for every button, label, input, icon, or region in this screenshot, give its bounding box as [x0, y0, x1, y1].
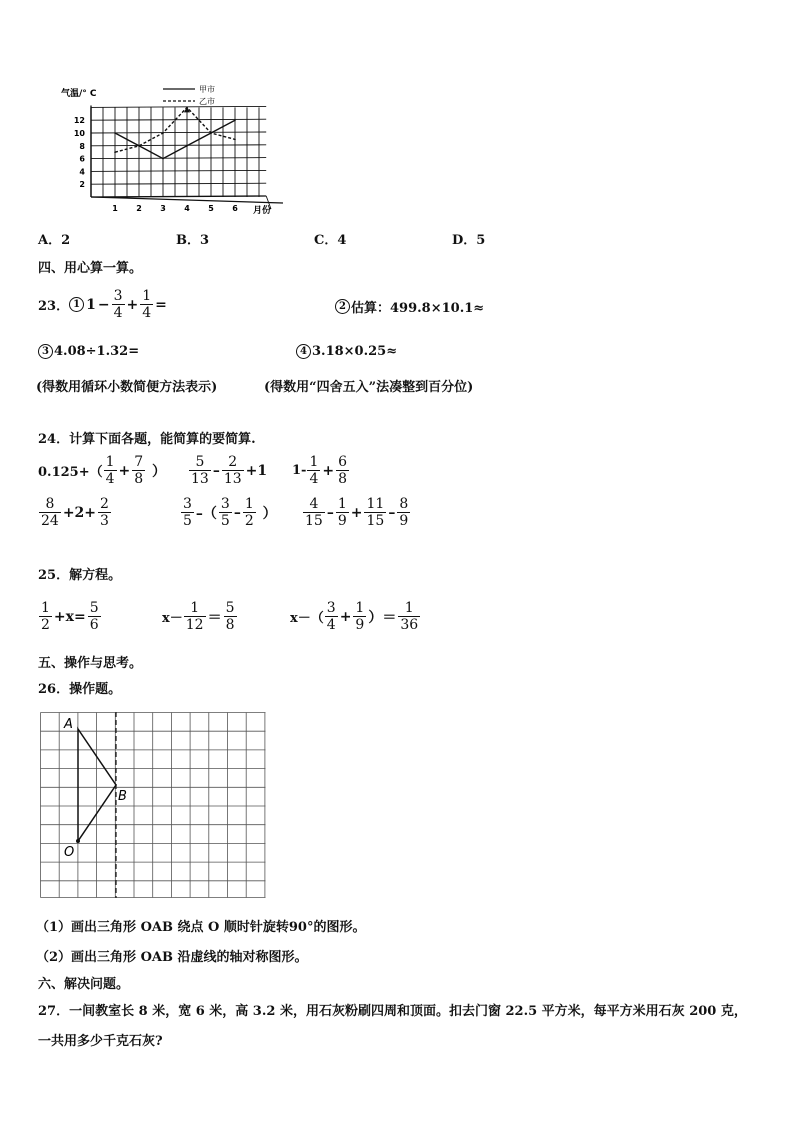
q24-expr-5: $\frac{3}{5}$ –（ $\frac{3}{5}$ – $\frac{1}{2}$ ）	[183, 496, 277, 529]
x-tick-label: 3	[160, 204, 166, 213]
fraction: $\frac{4}{15}$	[305, 496, 323, 529]
fraction: $\frac{1}{4}$	[105, 454, 115, 487]
fraction: $\frac{11}{15}$	[366, 496, 385, 529]
fraction: $\frac{3}{4}$	[326, 600, 336, 633]
q24-expr-3: 1- $\frac{1}{4}$ + $\frac{6}{8}$	[292, 454, 348, 487]
section-4-heading: 四、用心算一算。	[38, 261, 143, 276]
h-gridline	[91, 170, 266, 171]
q24-title: 24．计算下面各题，能简算的要简算.	[38, 432, 256, 447]
q26-task-2: （2）画出三角形 OAB 沿虚线的轴对称图形。	[36, 950, 308, 965]
temperature-line-chart	[55, 80, 295, 218]
q25-eq-2: x－ $\frac{1}{12}$ ＝ $\frac{5}{8}$	[162, 600, 235, 633]
fraction: $\frac{6}{8}$	[338, 454, 348, 487]
q23-p1-lead: 1	[86, 296, 96, 313]
q23-number: 23．	[38, 299, 70, 314]
fraction: $\frac{1}{9}$	[355, 600, 365, 633]
h-gridline	[91, 196, 266, 197]
q23-p4-text: 3.18×0.25≈	[312, 344, 398, 359]
data-point	[234, 119, 236, 121]
fraction: $\frac{1}{9}$	[337, 496, 347, 529]
q23-p2-text: 估算：499.8×10.1≈	[351, 301, 485, 316]
h-gridline	[91, 119, 266, 120]
h-gridline	[91, 158, 266, 159]
data-point	[210, 132, 212, 134]
data-point	[114, 151, 116, 153]
y-tick-label: 12	[73, 116, 85, 126]
x-tick-label: 2	[136, 204, 142, 213]
fraction: $\frac{5}{6}$	[89, 600, 99, 633]
fraction: $\frac{1}{2}$	[244, 496, 254, 529]
x-tick-label: 5	[208, 204, 214, 213]
section-6-heading: 六、解决问题。	[38, 977, 130, 992]
choice-c[interactable]: C．4	[314, 233, 347, 248]
y-tick-label: 4	[79, 167, 85, 177]
x-tick-label: 1	[112, 204, 118, 213]
data-point	[162, 132, 164, 134]
fraction: $\frac{3}{5}$	[220, 496, 230, 529]
q27-line-1: 27．一间教室长 8 米，宽 6 米，高 3.2 米，用石灰粉刷四周和顶面。扣去门窗 22.5 平方米，每平方米用石灰 200 克，	[38, 1004, 747, 1019]
x-tick-label: 4	[184, 204, 190, 213]
q24-expr-6: $\frac{4}{15}$ – $\frac{1}{9}$ + $\frac{11}{15}$ – $\frac{8}{9}$	[305, 496, 409, 529]
h-gridline	[91, 145, 266, 146]
fraction: $\frac{1}{2}$	[41, 600, 50, 633]
q25-eq1-mid: +x=	[53, 608, 86, 625]
q24-e4-mid: +2+	[62, 504, 97, 521]
y-axis-label: 气温/° C	[61, 89, 97, 99]
fraction: $\frac{1}{4}$	[309, 454, 319, 487]
data-point	[234, 139, 236, 141]
q23-note-2: (得数用“四舍五入”法凑整到百分位)	[264, 380, 474, 395]
x-axis	[91, 197, 283, 203]
q24-e5-mid: –（	[195, 505, 217, 522]
q24-e2-tail: +1	[245, 462, 268, 479]
q23-note-1: (得数用循环小数简便方法表示)	[36, 380, 218, 395]
y-tick-label: 10	[73, 129, 85, 138]
q24-e3-lead: 1-	[292, 463, 307, 478]
q23-part2	[335, 297, 484, 316]
fraction: $\frac{2}{13}$	[223, 454, 242, 487]
h-gridline	[91, 132, 266, 133]
data-point	[138, 145, 140, 147]
legend-entry-1: 甲市	[199, 85, 215, 94]
q25-eq2-lead: x－	[162, 611, 183, 626]
q26-grid-figure	[40, 712, 266, 898]
label-b: B	[118, 789, 127, 804]
q25-eq3-lead: x－（	[290, 611, 324, 626]
fraction: $\frac{8}{9}$	[399, 496, 409, 529]
circle-mark-1: 1	[69, 297, 84, 312]
q27-line-2: 一共用多少千克石灰?	[38, 1034, 163, 1049]
point-o	[76, 839, 80, 843]
q24-expr-4	[38, 496, 112, 529]
q23-part3	[38, 344, 139, 359]
choice-d[interactable]: D．5	[452, 233, 486, 248]
q23-part4	[296, 344, 397, 359]
fraction: $\frac{1}{36}$	[400, 600, 419, 633]
section-5-heading: 五、操作与思考。	[38, 656, 143, 671]
q26-title: 26．操作题。	[38, 682, 122, 697]
fraction: $\frac{3}{4}$	[113, 288, 123, 321]
q25-title: 25．解方程。	[38, 568, 122, 583]
x-tick-label: 6	[232, 204, 238, 213]
choice-a[interactable]: A．2	[38, 233, 71, 248]
q23-part1: 23． 1 1 − $\frac{3}{4}$ + $\frac{1}{4}$ =	[38, 288, 167, 321]
y-tick-label: 8	[79, 141, 85, 151]
label-a: A	[64, 717, 73, 732]
data-point	[162, 158, 164, 160]
h-gridline	[91, 106, 266, 107]
fraction: $\frac{7}{8}$	[134, 454, 144, 487]
fraction: $\frac{2}{3}$	[100, 496, 109, 529]
y-tick-label: 6	[79, 154, 85, 164]
q26-grid-lines	[41, 713, 266, 898]
fraction: $\frac{5}{13}$	[191, 454, 209, 487]
label-o: O	[64, 845, 75, 860]
q23-p3-text: 4.08÷1.32=	[54, 344, 140, 359]
circle-mark-4: 4	[296, 344, 311, 359]
q24-expr-2: $\frac{5}{13}$ – $\frac{2}{13}$ +1	[191, 454, 268, 487]
q26-task-1: （1）画出三角形 OAB 绕点 O 顺时针旋转90°的图形。	[36, 920, 366, 935]
fraction: $\frac{5}{8}$	[225, 600, 235, 633]
data-point	[186, 145, 188, 147]
q25-eq3-mid: ）＝	[368, 609, 397, 626]
triangle-oab	[78, 729, 116, 841]
circle-mark-2: 2	[335, 299, 350, 314]
q24-e1-lead: 0.125+（	[38, 465, 103, 480]
chart-grid	[91, 105, 283, 209]
h-gridline	[91, 183, 266, 184]
fraction: $\frac{1}{12}$	[185, 600, 204, 633]
q25-eq-3: x－（ $\frac{3}{4}$ + $\frac{1}{9}$ ）＝ $\frac{1}{36}$	[290, 600, 419, 633]
choice-b[interactable]: B．3	[176, 233, 210, 248]
fraction: $\frac{1}{4}$	[142, 288, 152, 321]
fraction: $\frac{3}{5}$	[183, 496, 192, 529]
y-tick-label: 2	[79, 180, 85, 190]
data-point	[114, 132, 116, 134]
legend-entry-2: 乙市	[199, 97, 215, 106]
x-axis-label: 月份	[253, 206, 272, 216]
fraction: $\frac{8}{24}$	[41, 496, 59, 529]
q24-expr-1: 0.125+（ $\frac{1}{4}$ + $\frac{7}{8}$ ）	[38, 454, 167, 487]
q25-eq-1	[38, 600, 102, 633]
circle-mark-3: 3	[38, 344, 53, 359]
